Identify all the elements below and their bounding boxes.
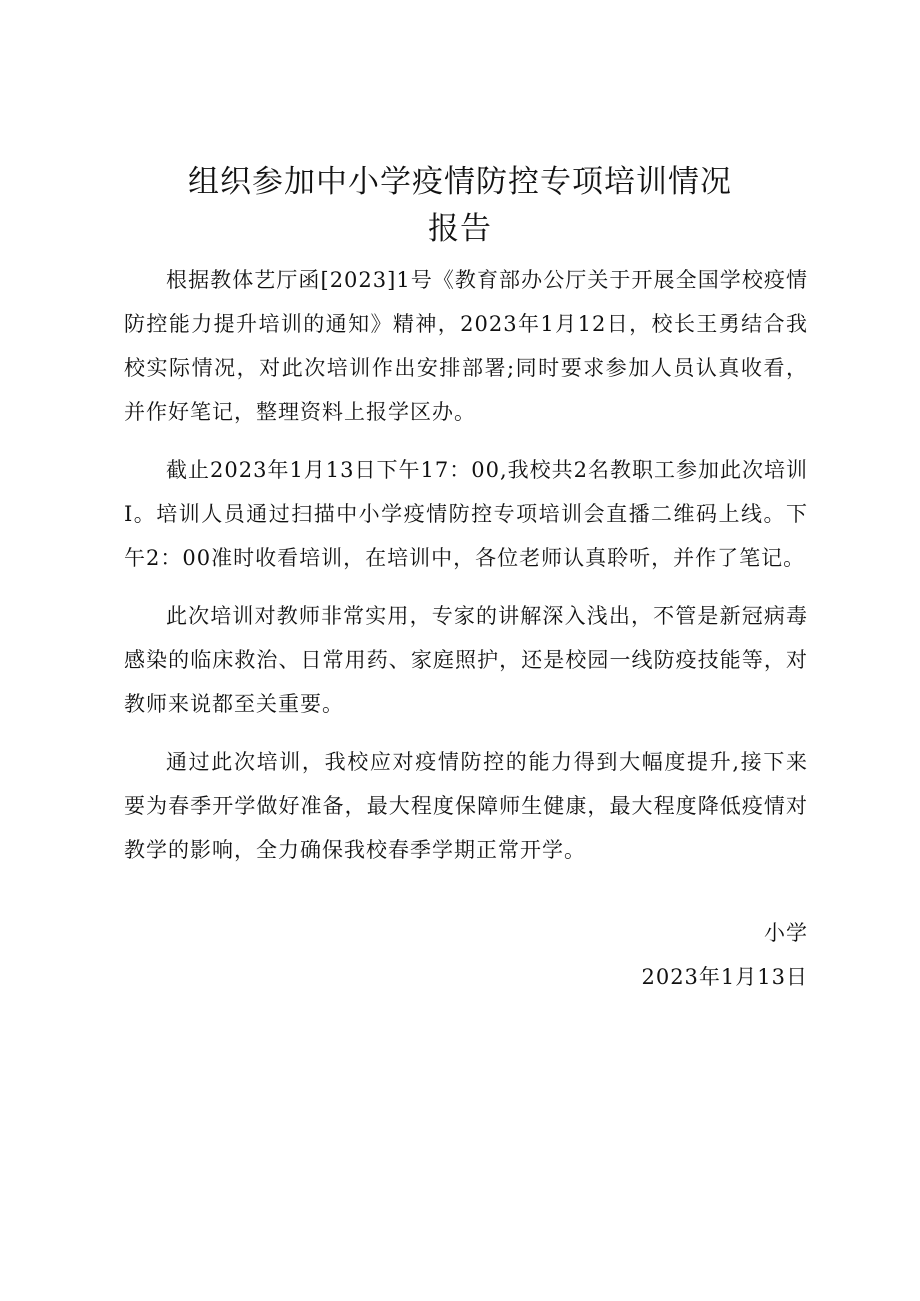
paragraph-1: 根据教体艺厅函[2023]1号《教育部办公厅关于开展全国学校疫情防控能力提升培训的通知》精神，2023年1月12日，校长王勇结合我校实际情况，对此次培训作出安排部署;同时要求参加人员认真收看，并作好笔记，整理资料上报学区办。 <box>124 268 808 424</box>
document-title-line2: 报告 <box>428 211 492 247</box>
paragraph-3: 此次培训对教师非常实用，专家的讲解深入浅出，不管是新冠病毒感染的临床救治、日常用药、家庭照护，还是校园一线防疫技能等，对教师来说都至关重要。 <box>124 604 808 716</box>
paragraph-2: 截止2023年1月13日下午17：00,我校共2名教职工参加此次培训I。培训人员通过扫描中小学疫情防控专项培训会直播二维码上线。下午2：00准时收看培训，在培训中，各位老师认真聆听，并作了笔记。 <box>124 458 809 570</box>
document-title-line1: 组织参加中小学疫情防控专项培训情况 <box>188 164 732 200</box>
document-body <box>124 258 808 886</box>
paragraph-4: 通过此次培训，我校应对疫情防控的能力得到大幅度提升,接下来要为春季开学做好准备，最大程度保障师生健康，最大程度降低疫情对教学的影响，全力确保我校春季学期正常开学。 <box>124 750 808 862</box>
signature-date: 2023年1月13日 <box>641 965 808 989</box>
signature-organization: 小学 <box>764 921 808 945</box>
